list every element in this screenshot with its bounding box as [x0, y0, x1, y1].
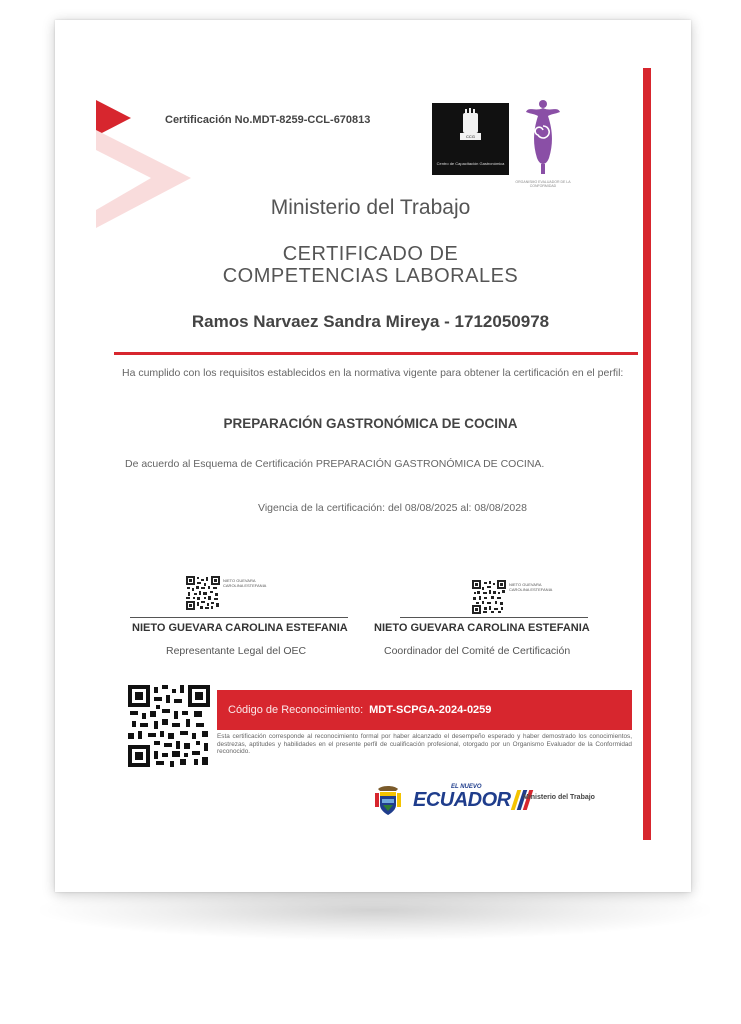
recognition-code-value: MDT-SCPGA-2024-0259	[369, 704, 492, 716]
footer-ministry-name: Ministerio del Trabajo	[523, 794, 595, 801]
digital-signature-2-text: NIETO GUEVARA CAROLINA ESTEFANIA	[509, 582, 553, 592]
recognition-fineprint: Esta certificación corresponde al reconocimiento formal por haber alcanzado el desempeño esperado y haber demostrado los conocimientos, destrezas, aptitudes y habilidades en el presente perfil de cualificación profesional, otorgado por un Organismo Evaluador de la Conformidad reconocido.	[217, 733, 632, 755]
goddess-logo-caption: ORGANISMO EVALUADOR DE LA CONFORMIDAD	[515, 180, 571, 189]
ecuador-tagline: EL NUEVO	[451, 784, 482, 790]
ecuador-brand	[413, 784, 532, 810]
signer-role-2: Coordinador del Comité de Certificación	[384, 645, 571, 657]
ecuador-coat-of-arms-icon	[374, 783, 402, 817]
certificate-title	[0, 243, 741, 287]
certificate-title-line-2: COMPETENCIAS LABORALES	[222, 265, 519, 287]
goddess-spiral-logo-icon	[515, 98, 571, 190]
signature-line-1	[130, 617, 348, 618]
signer-name-2: NIETO GUEVARA CAROLINA ESTEFANIA	[374, 622, 590, 634]
ecuador-name: ECUADOR	[413, 789, 511, 811]
digital-signature-1	[186, 576, 267, 610]
chef-hat-logo-icon	[432, 103, 509, 175]
qr-code-icon	[472, 580, 506, 614]
certification-scheme: De acuerdo al Esquema de Certificación PREPARACIÓN GASTRONÓMICA DE COCINA.	[125, 458, 545, 470]
signer-name-1: NIETO GUEVARA CAROLINA ESTEFANIA	[132, 622, 348, 634]
qr-code-icon	[186, 576, 220, 610]
ministry-heading: Ministerio del Trabajo	[270, 196, 471, 219]
certificate-title-line-1: CERTIFICADO DE	[282, 243, 459, 265]
digital-signature-2	[472, 580, 553, 614]
signer-role-1: Representante Legal del OEC	[166, 645, 307, 657]
certificate-holder: Ramos Narvaez Sandra Mireya - 1712050978	[191, 312, 550, 331]
certification-validity: Vigencia de la certificación: del 08/08/2025 al: 08/08/2028	[258, 502, 527, 514]
red-divider	[114, 352, 638, 355]
certification-number: Certificación No.MDT-8259-CCL-670813	[165, 114, 371, 126]
recognition-code-label: Código de Reconocimiento:	[228, 704, 364, 716]
signature-line-2	[400, 617, 588, 618]
recognition-code-bar	[217, 690, 632, 730]
certification-profile: PREPARACIÓN GASTRONÓMICA DE COCINA	[223, 416, 518, 431]
black-logo-caption: Centro de Capacitación Gastronómica	[436, 161, 505, 166]
red-side-bar	[643, 68, 651, 840]
digital-signature-1-text: NIETO GUEVARA CAROLINA ESTEFANIA	[223, 578, 267, 588]
requirements-statement: Ha cumplido con los requisitos establecidos en la normativa vigente para obtener la certificación en el perfil:	[122, 367, 624, 379]
qr-code-icon	[128, 685, 210, 767]
svg-text:CCG: CCG	[466, 134, 475, 139]
